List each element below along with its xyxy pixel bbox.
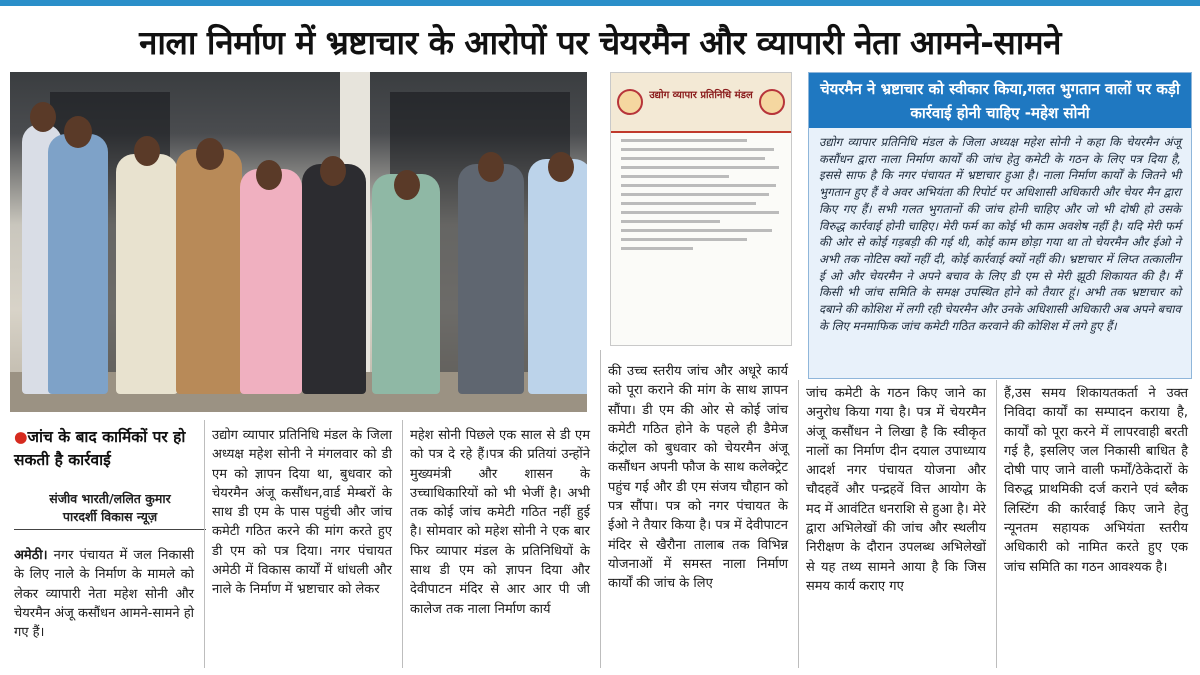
page-headline: नाला निर्माण में भ्रष्टाचार के आरोपों पर चेयरमैन और व्यापारी नेता आमने-सामने (139, 22, 1061, 62)
byline (14, 490, 206, 530)
bullet-icon: ● (14, 428, 28, 446)
subheadline-text: जांच के बाद कार्मिकों पर हो सकती है कार्रवाई (14, 428, 186, 469)
letter-seal-left-icon (617, 89, 643, 115)
group-photo (10, 72, 587, 412)
memorandum-letter-image (610, 72, 792, 346)
person-figure (240, 169, 302, 394)
letter-text-line (621, 139, 747, 142)
letter-header (611, 73, 791, 133)
column-divider (402, 420, 403, 668)
person-head (394, 170, 420, 200)
person-head (320, 156, 346, 186)
letter-text-line (621, 220, 720, 223)
byline-authors: संजीव भारती/ललित कुमार (49, 491, 171, 506)
letter-text-line (621, 247, 693, 250)
person-head (30, 102, 56, 132)
letter-text-line (621, 238, 747, 241)
byline-publication: पारदर्शी विकास न्यूज़ (62, 509, 158, 524)
article-column-3: महेश सोनी पिछले एक साल से डी एम को पत्र दे रहे हैं।पत्र की प्रतियां उन्होंने मुख्यमंत्री और शासन के उच्चाधिकारियों को भी भेजीं है। अभी तक कोई जांच कमेटी गठित नहीं हुई है। सोमवार को महेश सोनी ने एक बार फिर व्यापार मंडल के प्रतिनिधियों के साथ डी एम को ज्ञापन दिया और देवीपाटन मंदिर से आर आर पी जी कालेज तक नाला निर्माण कार्य (410, 428, 590, 617)
person-figure (528, 159, 587, 394)
sidebar-box (808, 72, 1192, 379)
sidebar-title: चेयरमैन ने भ्रष्टाचार को स्वीकार किया,गलत भुगतान वालों पर कड़ी कार्रवाई होनी चाहिए -महेश सोनी (809, 73, 1191, 128)
article-column-2: उद्योग व्यापार प्रतिनिधि मंडल के जिला अध्यक्ष महेश सोनी ने मंगलवार को डी एम को ज्ञापन दिया था, बुधवार को चेयरमैन अंजू कसौंधन,वार्ड मेम्बरों के साथ डी एम के पास पहुंची और जांच कमेटी गठित करने की मांग करते हुए डी एम को पत्र दिया। नगर पंचायत अमेठी में विकास कार्यों में धांधली और नाले के निर्माण में भ्रष्टाचार को लेकर (212, 428, 392, 598)
person-head (196, 138, 224, 170)
letter-seal-right-icon (759, 89, 785, 115)
person-figure (372, 174, 440, 394)
subheadline (14, 426, 206, 472)
article-column-5: जांच कमेटी के गठन किए जाने का अनुरोध किया गया है। पत्र में चेयरमैन अंजू कसौंधन ने लिखा है कि स्वीकृत नालों का निर्माण दीन दयाल उपाध्याय आदर्श नगर पंचायत योजना और चौदहवें और पन्द्रहवें वित्त आयोग के मद में आवंटित धनराशि से हुआ है। मेरे द्वारा अभिलेखों की जांच और स्थलीय निरीक्षण के दौरान उपलब्ध अभिलेखों से यह तथ्य सामने आया है कि जिस समय कार्य कराए गए (806, 386, 986, 594)
person-figure (116, 154, 178, 394)
column-divider (798, 380, 799, 668)
column-divider (204, 420, 205, 668)
article-column-1-text: नगर पंचायत में जल निकासी के लिए नाले के निर्माण के मामले को लेकर व्यापारी नेता महेश सोनी और चेयरमैन अंजू कसौंधन आमने-सामने हो गए हैं। (14, 548, 194, 641)
person-figure (302, 164, 366, 394)
person-head (548, 152, 574, 182)
letter-text-line (621, 193, 769, 196)
person-head (64, 116, 92, 148)
article-column-1 (14, 546, 194, 642)
letter-text-line (621, 211, 779, 214)
letter-org-name: उद्योग व्यापार प्रतिनिधि मंडल (649, 90, 753, 101)
letter-text-line (621, 166, 779, 169)
letter-text-line (621, 157, 765, 160)
person-figure (176, 149, 242, 394)
article-column-6: हैं,उस समय शिकायतकर्ता ने उक्त निविदा कार्यों का सम्पादन कराया है, कार्यों को पूरा करने में लापरवाही बरती गई है, इसलिए जल निकासी बाधित है दोषी पाए जाने वाली फर्मों/ठेकेदारों के विरुद्ध प्राथमिकी दर्ज कराने एवं ब्लैक लिस्टिंग की कार्रवाई किए जाने हेतु न्यूनतम सहायक अभियंता स्तरीय अधिकारी को नामित करते हुए एक जांच समिति का गठन आवश्यक है। (1004, 386, 1188, 575)
person-figure (48, 134, 108, 394)
person-figure (458, 164, 524, 394)
column-divider (600, 350, 601, 668)
article-column-4: की उच्च स्तरीय जांच और अधूरे कार्य को पूरा कराने की मांग के साथ ज्ञापन सौंपा। डी एम की ओर से कोई जांच कमेटी गठित होने के पहले ही डैमेज कंट्रोल को बुधवार को चेयरमैन अंजू कसौंधन अपनी फौज के साथ कलेक्ट्रेट पहुंच गई और डी एम संजय चौहान को पत्र सौंपा। पत्र को नगर पंचायत के ईओ ने तैयार किया है। पत्र में देवीपाटन मंदिर से खैरौना तालाब तक विभिन्न योजनाओं में समस्त नाला निर्माण कार्यों की जांच के लिए (608, 364, 788, 592)
letter-text-line (621, 229, 772, 232)
letter-text-line (621, 175, 729, 178)
sidebar-body: उद्योग व्यापार प्रतिनिधि मंडल के जिला अध्यक्ष महेश सोनी ने कहा कि चेयरमैन अंजू कसौंधन द्वारा नाला निर्माण कार्यों की जांच हेतु कमेटी के गठन के लिए पत्र दिया है, इससे साफ है कि नगर पंचायत में भ्रष्टाचार हुआ है। नाला निर्माण कार्यों के जितने भी भुगतान हुए हैं वे अवर अभियंता की रिपोर्ट पर अधिशासी अधिकारी और चेयर मैन द्वारा किए गए हैं। सभी गलत भुगतानों की जांच होनी चाहिए और जो भी दोषी हो उसके विरुद्ध कार्रवाई होनी चाहिए। मेरी फर्म का कोई भी काम अवशेष नहीं है। यदि मेरी फर्म की ओर से कोई गड़बड़ी की गई थी, कोई काम छोड़ा गया था तो चेयरमैन और ईओ ने अभी तक नोटिस क्यों नहीं दी, कोई कार्रवाई क्यों नहीं की। भ्रष्टाचार में लिप्त तत्कालीन ई ओ और चेयरमैन ने अपने बचाव के लिए डी एम से मेरी झूठी शिकायत की है। मैं किसी भी जांच समिति के समक्ष उपस्थित होने को तैयार हूं। अभी तक भ्रष्टाचार को दबाने की कोशिश में लगी रही चेयरमैन और उनके अधिशासी अधिकारी अब अपने बचाव के लिए मनमाफिक जांच कमेटी गठित करवाने की कोशिश में लगे हुए हैं। (819, 135, 1181, 333)
letter-text-line (621, 148, 774, 151)
letter-text-line (621, 184, 776, 187)
column-divider (996, 380, 997, 668)
letter-text-line (621, 202, 756, 205)
person-head (134, 136, 160, 166)
article-dateline: अमेठी। (14, 548, 48, 563)
top-color-strip (0, 0, 1200, 6)
person-head (256, 160, 282, 190)
person-head (478, 152, 504, 182)
